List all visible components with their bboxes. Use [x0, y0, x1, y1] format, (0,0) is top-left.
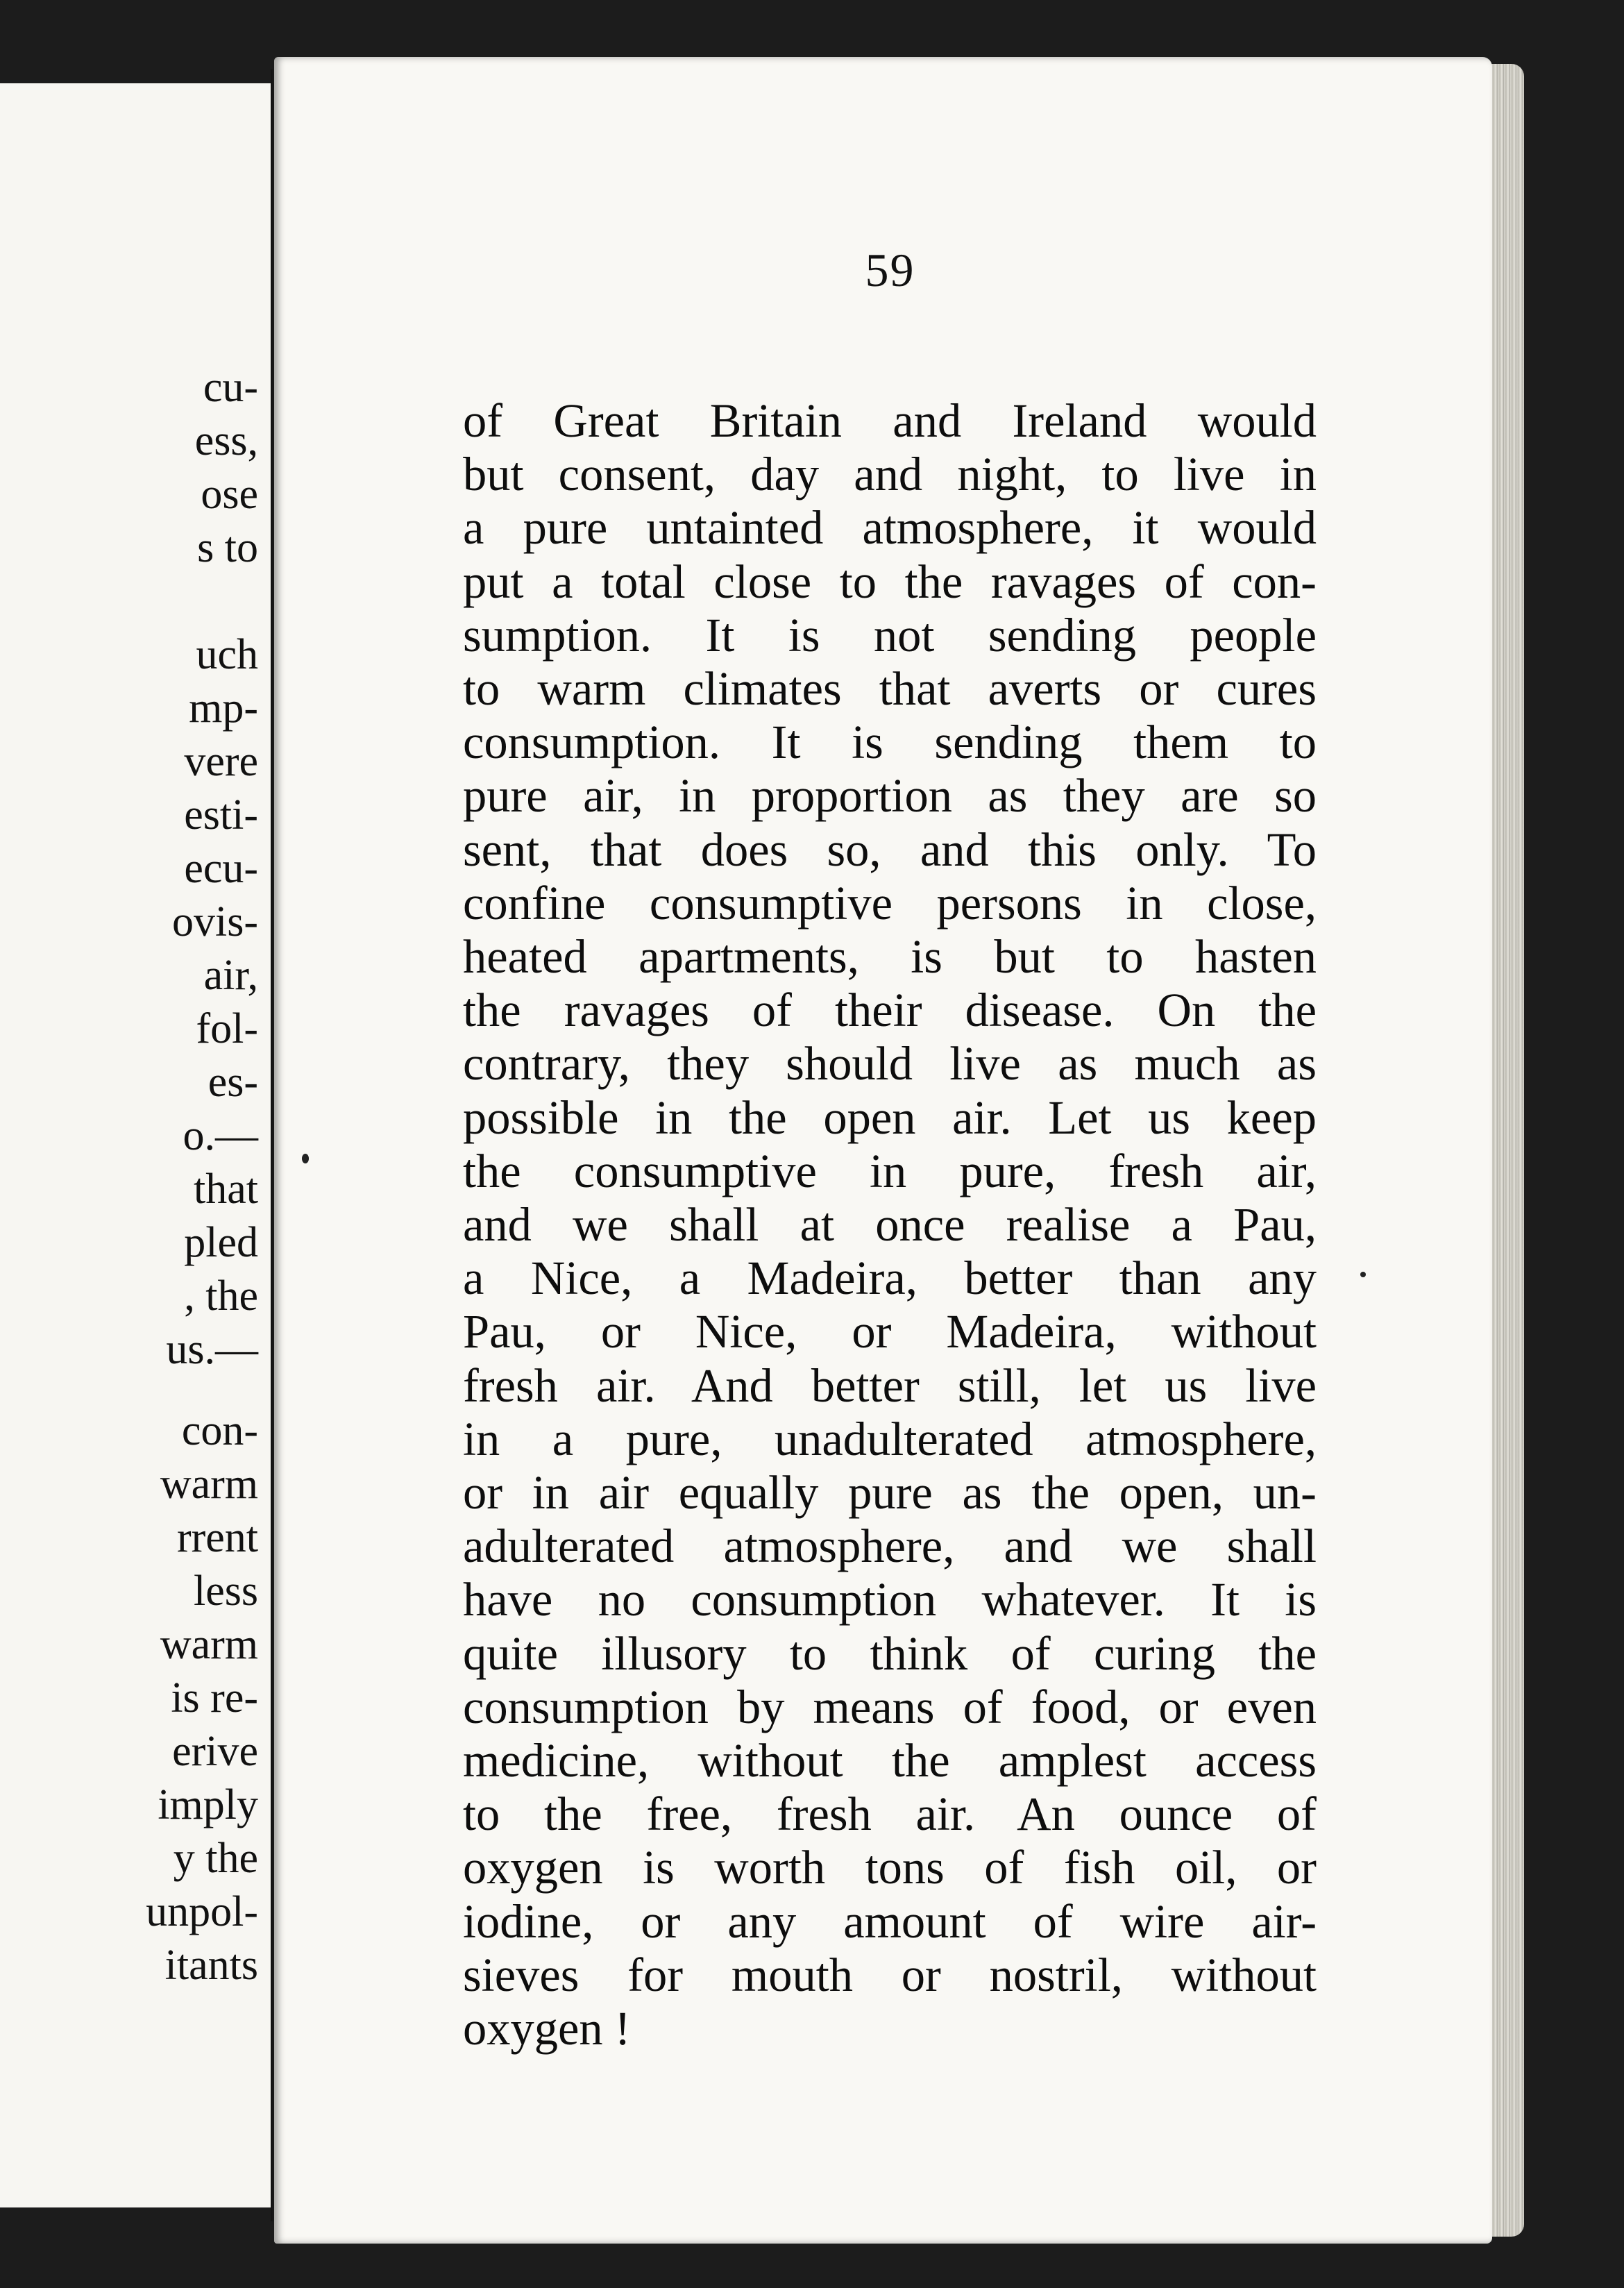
left-line: rrent	[176, 1514, 258, 1561]
left-line: mp-	[189, 684, 258, 732]
left-line: cu-	[203, 364, 258, 411]
left-line	[146, 575, 258, 628]
left-page	[0, 83, 275, 2207]
left-line: ess,	[194, 417, 258, 464]
text-line: of Great Britain and Ireland would	[463, 394, 1317, 447]
left-line: fol-	[196, 1005, 258, 1052]
left-line: imply	[158, 1781, 258, 1828]
left-line: itants	[164, 1942, 258, 1989]
left-line: warm	[160, 1621, 258, 1668]
left-line: ose	[201, 471, 258, 518]
text-line: medicine, without the amplest access	[463, 1734, 1317, 1788]
text-line: possible in the open air. Let us keep	[463, 1091, 1317, 1144]
text-line: in a pure, unadulterated atmosphere,	[463, 1412, 1317, 1465]
left-line: ecu-	[184, 845, 258, 892]
text-line: contrary, they should live as much as	[463, 1037, 1317, 1091]
left-line: warm	[160, 1461, 258, 1508]
text-line: or in air equally pure as the open, un-	[463, 1466, 1317, 1520]
left-line: s to	[197, 524, 258, 571]
text-line: iodine, or any amount of wire air-	[463, 1894, 1317, 1948]
left-line: uch	[196, 631, 258, 678]
text-line: a Nice, a Madeira, better than any	[463, 1252, 1317, 1305]
text-line: have no consumption whatever. It is	[463, 1573, 1317, 1626]
text-line: sieves for mouth or nostril, without	[463, 1948, 1317, 2001]
text-line: to warm climates that averts or cures	[463, 662, 1317, 716]
left-line: pled	[184, 1219, 258, 1266]
text-line: to the free, fresh air. An ounce of	[463, 1788, 1317, 1841]
text-line: oxygen is worth tons of fish oil, or	[463, 1841, 1317, 1894]
ink-speck	[1360, 1272, 1366, 1277]
left-line: y the	[173, 1835, 258, 1882]
text-line: adulterated atmosphere, and we shall	[463, 1520, 1317, 1573]
left-line: o.—	[183, 1112, 258, 1159]
text-line: a pure untainted atmosphere, it would	[463, 501, 1317, 555]
text-line: consumption by means of food, or even	[463, 1680, 1317, 1733]
left-line: vere	[184, 738, 258, 785]
right-page	[274, 57, 1492, 2244]
left-line: esti-	[184, 791, 258, 839]
left-line: ovis-	[172, 898, 258, 945]
left-line: , the	[184, 1272, 258, 1320]
left-line: that	[194, 1166, 258, 1213]
text-line: but consent, day and night, to live in	[463, 448, 1317, 501]
left-line: unpol-	[146, 1888, 258, 1935]
text-line: fresh air. And better still, let us live	[463, 1358, 1317, 1412]
text-line: sumption. It is not sending people	[463, 608, 1317, 662]
left-line: less	[194, 1567, 258, 1615]
text-line: confine consumptive persons in close,	[463, 876, 1317, 930]
text-line: quite illusory to think of curing the	[463, 1626, 1317, 1680]
left-line: erive	[172, 1728, 258, 1775]
text-line: sent, that does so, and this only. To	[463, 823, 1317, 876]
left-line: us.—	[166, 1326, 258, 1373]
right-page-text	[463, 394, 1492, 2055]
text-line: and we shall at once realise a Pau,	[463, 1198, 1317, 1252]
text-line: heated apartments, is but to hasten	[463, 930, 1317, 984]
left-line: es-	[208, 1059, 258, 1106]
text-line: oxygen !	[463, 2002, 631, 2055]
page-number: 59	[865, 244, 915, 296]
ink-speck	[302, 1154, 309, 1163]
left-line: con-	[181, 1407, 258, 1454]
left-line: air,	[203, 952, 258, 999]
text-line: Pau, or Nice, or Madeira, without	[463, 1305, 1317, 1358]
text-line: pure air, in proportion as they are so	[463, 769, 1317, 823]
text-line: consumption. It is sending them to	[463, 716, 1317, 769]
text-line: the consumptive in pure, fresh air,	[463, 1144, 1317, 1197]
text-line: the ravages of their disease. On the	[463, 984, 1317, 1037]
text-line: put a total close to the ravages of con-	[463, 555, 1317, 608]
left-line: is re-	[171, 1674, 258, 1722]
left-page-text	[146, 361, 258, 1992]
